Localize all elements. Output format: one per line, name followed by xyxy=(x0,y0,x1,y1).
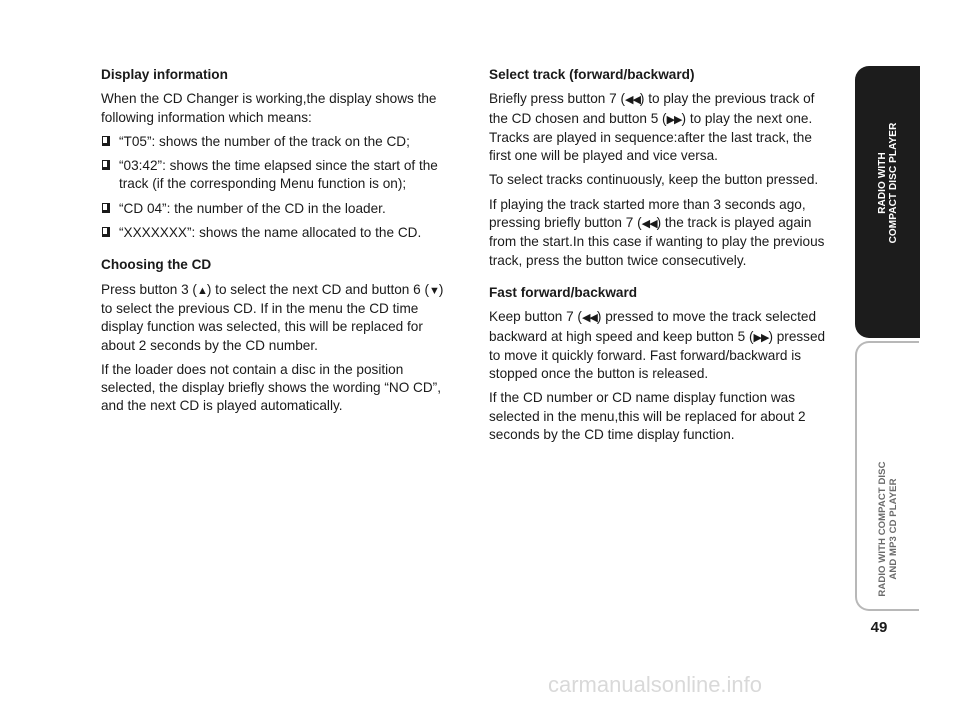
text-run: ) the track is played again from the start.In this case if wanting to play the previous track, press the button twice consecutively. xyxy=(489,215,825,268)
text-run: If playing the track started more than 3 seconds ago, pressing briefly button 7 ( xyxy=(489,196,806,231)
checkbox-bullet-icon xyxy=(102,160,110,170)
cd-time-display-paragraph: If the CD number or CD name display function was selected in the menu,this will be replaced for about 2 seconds by the CD time display function. xyxy=(489,390,806,443)
rewind-icon: ◀◀ xyxy=(625,94,640,107)
up-arrow-icon: ▲ xyxy=(196,284,207,297)
fast-forward-heading: Fast forward/backward xyxy=(489,284,638,300)
text-run: ) to play the next one. Tracks are played in sequence:after the last track, the first one will be played and vice versa. xyxy=(489,110,813,164)
section-tab-radio-cd[interactable] xyxy=(855,66,920,338)
section-tab-label xyxy=(877,462,899,597)
choosing-cd-paragraph xyxy=(101,281,446,355)
bullet-item xyxy=(101,157,446,194)
checkbox-bullet-icon xyxy=(102,227,110,237)
text-run: ) to select the previous CD. If in the menu the CD time display function was selected, this will be replaced for about 2 seconds by the CD number. xyxy=(101,281,444,353)
fast-forward-icon: ▶▶ xyxy=(666,113,682,126)
select-track-paragraph xyxy=(489,90,834,165)
tab-label-line: COMPACT DISC PLAYER xyxy=(887,122,899,244)
select-track-heading: Select track (forward/backward) xyxy=(489,67,695,82)
bullet-item xyxy=(101,133,446,151)
rewind-icon: ◀◀ xyxy=(581,312,597,325)
tab-label-line: AND MP3 CD PLAYER xyxy=(888,478,899,580)
bullet-text: “03:42”: shows the time elapsed since the start of the track (if the corresponding Menu function is on); xyxy=(119,158,438,192)
text-run: Briefly press button 7 ( xyxy=(489,91,625,107)
bullet-item xyxy=(101,200,446,218)
text-run: ) pressed to move the track selected backward at high speed and keep button 5 ( xyxy=(489,309,817,344)
text-run: Press button 3 ( xyxy=(101,281,197,297)
bullet-text: “XXXXXXX”: shows the name allocated to the CD. xyxy=(119,225,422,241)
checkbox-bullet-icon xyxy=(102,136,110,146)
tab-label-line: RADIO WITH xyxy=(876,152,888,214)
no-cd-paragraph: If the loader does not contain a disc in the position selected, the display briefly shows the wording “NO CD”, and the next CD is played automatically. xyxy=(101,361,441,414)
page-number: 49 xyxy=(870,619,888,636)
text-run: ) to select the next CD and button 6 ( xyxy=(206,281,430,297)
fast-forward-icon: ▶▶ xyxy=(753,331,769,344)
rewind-icon: ◀◀ xyxy=(641,218,657,231)
restart-track-paragraph xyxy=(489,196,834,270)
checkbox-bullet-icon xyxy=(102,203,110,213)
choosing-cd-heading: Choosing the CD xyxy=(101,257,212,273)
section-tab-label xyxy=(877,123,899,244)
down-arrow-icon: ▼ xyxy=(429,284,439,297)
display-info-heading: Display information xyxy=(101,67,228,82)
left-column xyxy=(101,66,446,422)
bullet-text: “T05”: shows the number of the track on the CD; xyxy=(119,133,410,149)
right-column xyxy=(489,66,834,450)
text-run: ) pressed to move it quickly forward. Fast forward/backward is stopped once the button is released. xyxy=(489,328,826,382)
bullet-text: “CD 04”: the number of the CD in the loader. xyxy=(119,200,386,216)
text-run: Keep button 7 ( xyxy=(489,309,582,325)
display-info-intro: When the CD Changer is working,the display shows the following information which means: xyxy=(101,91,437,125)
section-tab-radio-mp3[interactable] xyxy=(855,341,919,611)
continuous-select-paragraph: To select tracks continuously, keep the button pressed. xyxy=(489,172,819,188)
bullet-item xyxy=(101,224,446,242)
fast-forward-paragraph xyxy=(489,308,834,383)
watermark: carmanualsonline.info xyxy=(548,672,763,697)
tab-label-line: RADIO WITH COMPACT DISC xyxy=(877,461,888,597)
text-run: ) to play the previous track of the CD chosen and button 5 ( xyxy=(489,91,815,126)
